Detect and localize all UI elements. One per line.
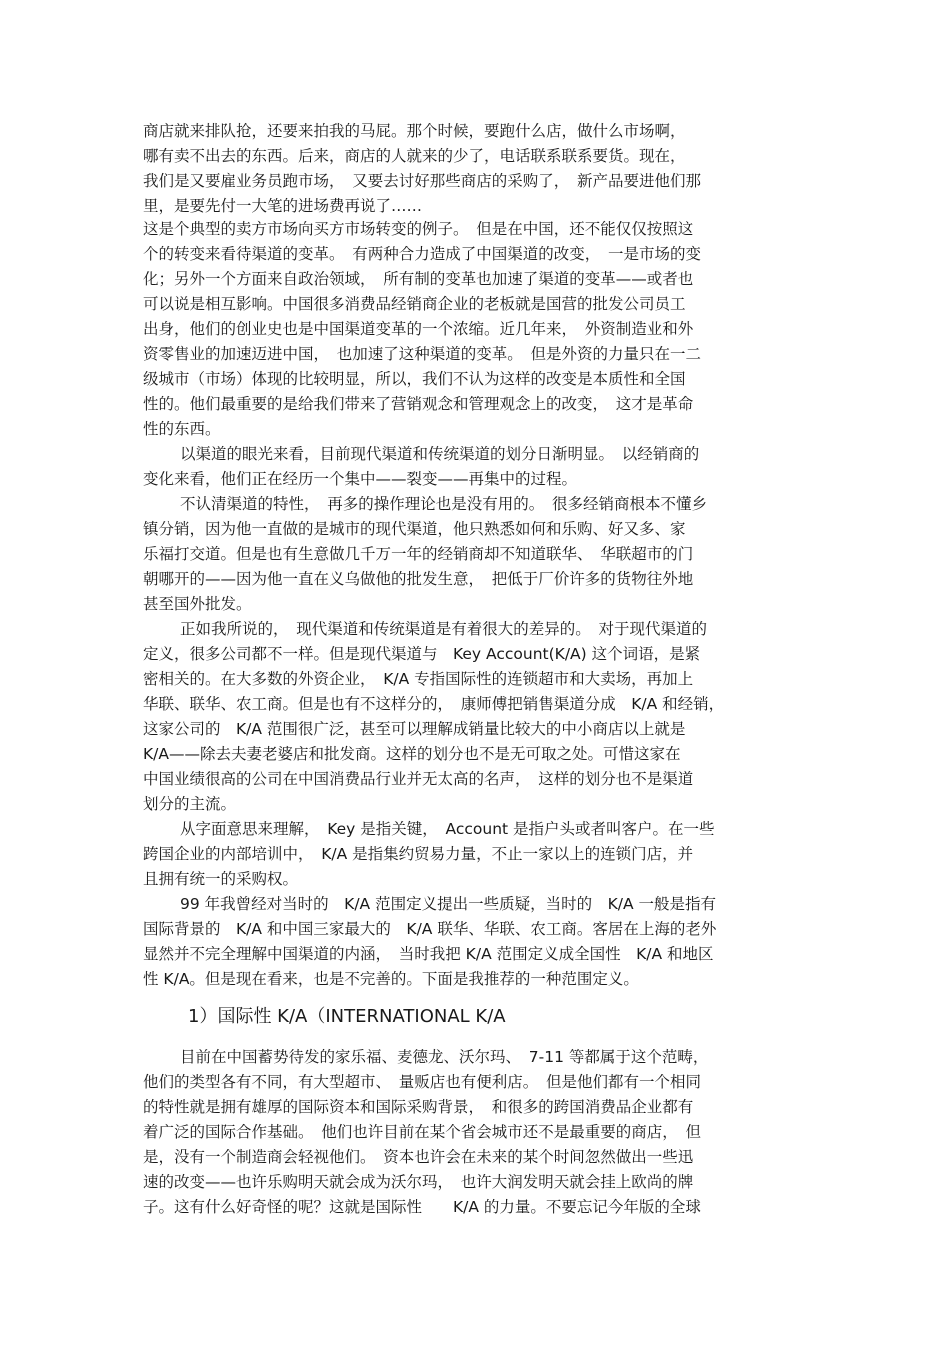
text-line: 甚至国外批发。: [143, 595, 252, 613]
text-line: 他们的类型各有不同，有大型超市、 量贩店也有便利店。 但是他们都有一个相同: [143, 1073, 702, 1091]
text-line: 资零售业的加速迈进中国， 也加速了这种渠道的变革。 但是外资的力量只在一二: [143, 345, 702, 363]
text-line: 化；另外一个方面来自政治领域， 所有制的变革也加速了渠道的变革——或者也: [143, 270, 694, 288]
text-line: 镇分销，因为他一直做的是城市的现代渠道，他只熟悉如何和乐购、好又多、家: [143, 520, 686, 538]
paragraph-first-line: 以渠道的眼光来看，目前现代渠道和传统渠道的划分日渐明显。 以经销商的: [180, 445, 700, 463]
paragraph-first-line: 99 年我曾经对当时的 K/A 范围定义提出一些质疑，当时的 K/A 一般是指有: [180, 895, 716, 913]
text-line: 变化来看，他们正在经历一个集中——裂变——再集中的过程。: [143, 470, 578, 488]
text-line: 可以说是相互影响。中国很多消费品经销商企业的老板就是国营的批发公司员工: [143, 295, 686, 313]
text-line: 级城市（市场）体现的比较明显，所以，我们不认为这样的改变是本质性和全国: [143, 370, 686, 388]
text-line: 里，是要先付一大笔的进场费再说了……: [143, 197, 423, 215]
text-line: 显然并不完全理解中国渠道的内涵， 当时我把 K/A 范围定义成全国性 K/A 和地区: [143, 945, 714, 963]
text-line: 乐福打交道。但是也有生意做几千万一年的经销商却不知道联华、 华联超市的门: [143, 545, 694, 563]
text-line: 性的东西。: [143, 420, 221, 438]
text-line: K/A——除去夫妻老婆店和批发商。这样的划分也不是无可取之处。可惜这家在: [143, 745, 681, 763]
text-line: 商店就来排队抢，还要来拍我的马屁。那个时候，要跑什么店，做什么市场啊，: [143, 122, 686, 140]
paragraph-first-line: 正如我所说的， 现代渠道和传统渠道是有着很大的差异的。 对于现代渠道的: [180, 620, 708, 638]
text-line: 性的。他们最重要的是给我们带来了营销观念和管理观念上的改变， 这才是革命: [143, 395, 694, 413]
text-line: 哪有卖不出去的东西。后来，商店的人就来的少了，电话联系联系要货。现在，: [143, 147, 686, 165]
text-line: 我们是又要雇业务员跑市场， 又要去讨好那些商店的采购了， 新产品要进他们那: [143, 172, 702, 190]
text-line: 的特性就是拥有雄厚的国际资本和国际采购背景， 和很多的跨国消费品企业都有: [143, 1098, 694, 1116]
text-line: 且拥有统一的采购权。: [143, 870, 299, 888]
text-line: 定义，很多公司都不一样。但是现代渠道与 Key Account(K/A) 这个词语，是紧: [143, 645, 701, 663]
text-line: 是，没有一个制造商会轻视他们。 资本也许会在未来的某个时间忽然做出一些迅: [143, 1148, 694, 1166]
paragraph-first-line: 不认清渠道的特性， 再多的操作理论也是没有用的。 很多经销商根本不懂乡: [180, 495, 708, 513]
text-line: 速的改变——也许乐购明天就会成为沃尔玛， 也许大润发明天就会挂上欧尚的牌: [143, 1173, 694, 1191]
paragraph-first-line: 目前在中国蓄势待发的家乐福、麦德龙、沃尔玛、 7-11 等都属于这个范畴，: [180, 1048, 709, 1066]
paragraph-first-line: 从字面意思来理解， Key 是指关键， Account 是指户头或者叫客户。在一些: [180, 820, 715, 838]
text-line: 性 K/A。但是现在看来，也是不完善的。下面是我推荐的一种范围定义。: [143, 970, 639, 988]
text-line: 出身，他们的创业史也是中国渠道变革的一个浓缩。近几年来， 外资制造业和外: [143, 320, 694, 338]
text-line: 跨国企业的内部培训中， K/A 是指集约贸易力量，不止一家以上的连锁门店，并: [143, 845, 694, 863]
text-line: 个的转变来看待渠道的变革。 有两种合力造成了中国渠道的改变， 一是市场的变: [143, 245, 702, 263]
text-line: 朝哪开的——因为他一直在义乌做他的批发生意， 把低于厂价许多的货物往外地: [143, 570, 694, 588]
text-line: 国际背景的 K/A 和中国三家最大的 K/A 联华、华联、农工商。客居在上海的老外: [143, 920, 717, 938]
text-line: 划分的主流。: [143, 795, 237, 813]
section-heading: 1）国际性 K/A（INTERNATIONAL K/A: [188, 1006, 506, 1027]
text-line: 这是个典型的卖方市场向买方市场转变的例子。 但是在中国，还不能仅仅按照这: [143, 220, 694, 238]
text-line: 子。这有什么好奇怪的呢？这就是国际性 K/A 的力量。不要忘记今年版的全球: [143, 1198, 701, 1216]
text-line: 密相关的。在大多数的外资企业， K/A 专指国际性的连锁超市和大卖场，再加上: [143, 670, 694, 688]
text-line: 中国业绩很高的公司在中国消费品行业并无太高的名声， 这样的划分也不是渠道: [143, 770, 694, 788]
text-line: 华联、联华、农工商。但是也有不这样分的， 康师傅把销售渠道分成 K/A 和经销，: [143, 695, 725, 713]
text-line: 这家公司的 K/A 范围很广泛，甚至可以理解成销量比较大的中小商店以上就是: [143, 720, 686, 738]
text-line: 着广泛的国际合作基础。 他们也许目前在某个省会城市还不是最重要的商店， 但: [143, 1123, 702, 1141]
